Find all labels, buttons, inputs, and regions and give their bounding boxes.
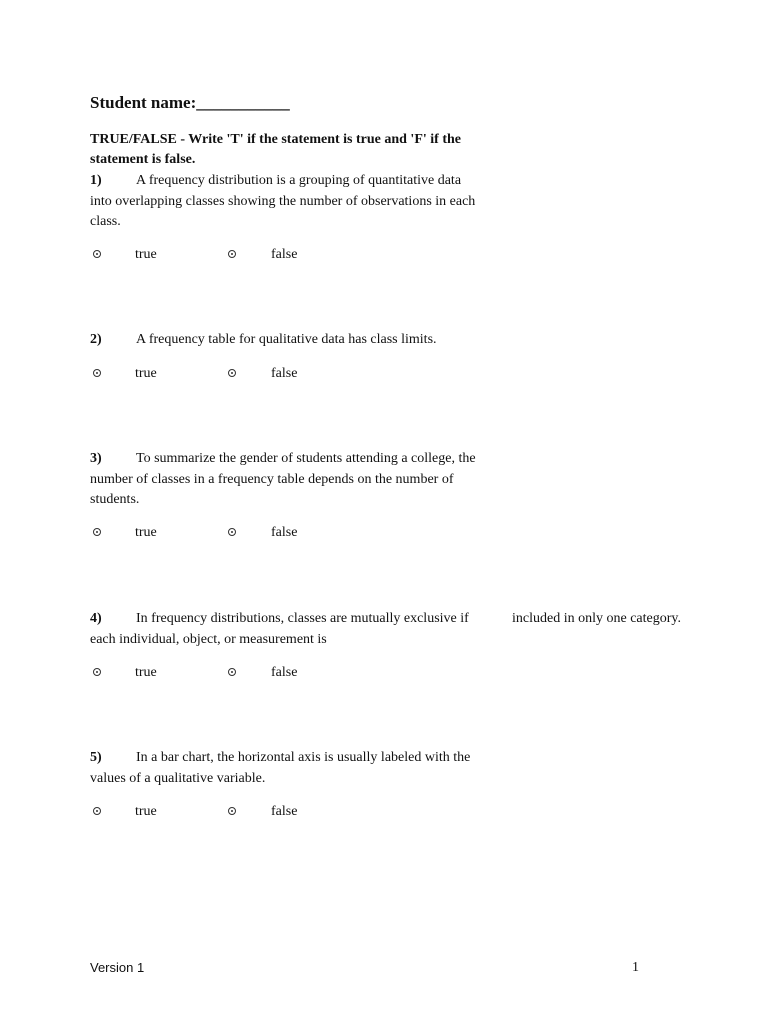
question-number: 4) bbox=[90, 611, 102, 626]
choice-true-label[interactable]: true bbox=[135, 804, 157, 819]
page-number: 1 bbox=[632, 960, 639, 975]
radio-bullseye-icon[interactable] bbox=[228, 369, 236, 377]
radio-bullseye-icon[interactable] bbox=[228, 807, 236, 815]
question-text: In a bar chart, the horizontal axis is usually labeled with the values of a qualitative variable. bbox=[90, 750, 471, 786]
question-5 bbox=[90, 748, 480, 789]
question-text: A frequency distribution is a grouping of quantitative data into overlapping classes showing the number of observations in each class. bbox=[90, 173, 476, 229]
question-number: 2) bbox=[90, 332, 102, 347]
radio-bullseye-icon[interactable] bbox=[228, 528, 236, 536]
question-1 bbox=[90, 171, 480, 233]
choice-false-label[interactable]: false bbox=[271, 366, 298, 381]
choice-false-label[interactable]: false bbox=[271, 247, 298, 262]
radio-bullseye-icon[interactable] bbox=[93, 807, 101, 815]
choice-true-label[interactable]: true bbox=[135, 366, 157, 381]
choice-false-label[interactable]: false bbox=[271, 525, 298, 540]
student-name-field: Student name:___________ bbox=[90, 93, 290, 112]
radio-bullseye-icon[interactable] bbox=[93, 250, 101, 258]
instructions-heading: TRUE/FALSE - Write 'T' if the statement is true and 'F' if the statement is false. bbox=[90, 132, 461, 167]
footer-version: Version 1 bbox=[90, 960, 145, 975]
question-text: In frequency distributions, classes are mutually exclusive if each individual, object, or measurement is bbox=[90, 611, 469, 647]
radio-bullseye-icon[interactable] bbox=[228, 668, 236, 676]
question-3 bbox=[90, 449, 480, 511]
choice-true-label[interactable]: true bbox=[135, 525, 157, 540]
question-text: A frequency table for qualitative data has class limits. bbox=[136, 332, 437, 347]
question-4-continuation: included in only one category. bbox=[512, 611, 681, 626]
choice-false-label[interactable]: false bbox=[271, 804, 298, 819]
choice-true-label[interactable]: true bbox=[135, 247, 157, 262]
radio-bullseye-icon[interactable] bbox=[93, 369, 101, 377]
radio-bullseye-icon[interactable] bbox=[228, 250, 236, 258]
question-number: 3) bbox=[90, 451, 102, 466]
choice-false-label[interactable]: false bbox=[271, 665, 298, 680]
choice-true-label[interactable]: true bbox=[135, 665, 157, 680]
question-text: To summarize the gender of students attending a college, the number of classes in a frequency table depends on the number of students. bbox=[90, 451, 476, 507]
radio-bullseye-icon[interactable] bbox=[93, 528, 101, 536]
radio-bullseye-icon[interactable] bbox=[93, 668, 101, 676]
question-number: 1) bbox=[90, 173, 102, 188]
question-number: 5) bbox=[90, 750, 102, 765]
question-2 bbox=[90, 330, 480, 351]
question-4 bbox=[90, 609, 482, 650]
